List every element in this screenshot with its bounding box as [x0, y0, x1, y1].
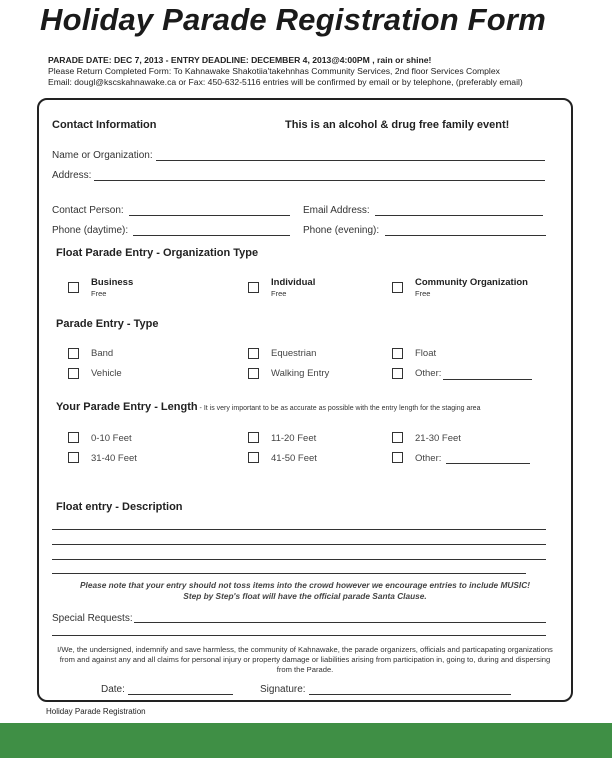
phone-evening-field[interactable]	[385, 235, 546, 236]
entry-other-label: Other:	[415, 368, 442, 379]
form-card	[37, 98, 573, 702]
individual-label: Individual	[271, 277, 316, 288]
santa-note: Step by Step's float will have the official parade Santa Clause.	[183, 591, 427, 601]
length-heading-text: Your Parade Entry - Length	[56, 401, 198, 413]
vehicle-checkbox[interactable]	[68, 368, 79, 379]
business-checkbox[interactable]	[68, 282, 79, 293]
email-field[interactable]	[375, 215, 543, 216]
special-requests-line-2[interactable]	[52, 635, 546, 636]
phone-evening-label: Phone (evening):	[303, 225, 380, 236]
float-label: Float	[415, 348, 437, 359]
length-31-40-label: 31-40 Feet	[91, 453, 137, 464]
contact-email-line: Email: dougl@kscskahnawake.ca or Fax: 450-632-5116 entries will be confirmed by email or by telephone, (preferably email)	[48, 77, 523, 87]
entry-other-checkbox[interactable]	[392, 368, 403, 379]
description-line-3[interactable]	[52, 559, 546, 560]
length-other-checkbox[interactable]	[392, 452, 403, 463]
phone-day-field[interactable]	[133, 235, 290, 236]
length-11-20-checkbox[interactable]	[248, 432, 259, 443]
address-label: Address:	[52, 170, 92, 181]
length-other-field[interactable]	[446, 463, 530, 464]
description-line-2[interactable]	[52, 544, 546, 545]
form-title: Holiday Parade Registration Form	[40, 2, 546, 37]
community-org-free-label: Free	[415, 289, 431, 298]
length-31-40-checkbox[interactable]	[68, 452, 79, 463]
phone-day-label: Phone (daytime):	[52, 225, 129, 236]
email-label: Email Address:	[303, 205, 370, 216]
length-41-50-label: 41-50 Feet	[271, 453, 317, 464]
name-field[interactable]	[156, 160, 545, 161]
name-label: Name or Organization:	[52, 150, 153, 161]
entry-type-heading: Parade Entry - Type	[56, 318, 159, 330]
description-line-4[interactable]	[52, 573, 526, 574]
indemnity-text: I/We, the undersigned, indemnify and save harmless, the community of Kahnawake, the parade organizers, officials and particapating organizations from and against any and all claims for personal injury or property damage or liabilities arising from participation in, going to, during and dispersing from the Parade.	[57, 645, 553, 674]
contact-heading: Contact Information	[52, 119, 157, 131]
special-requests-field[interactable]	[134, 622, 546, 623]
alcohol-free-notice: This is an alcohol & drug free family event!	[285, 119, 510, 131]
address-field[interactable]	[94, 180, 545, 181]
walking-entry-label: Walking Entry	[271, 368, 330, 379]
individual-free-label: Free	[271, 289, 287, 298]
date-label: Date:	[101, 684, 125, 695]
vehicle-label: Vehicle	[91, 368, 122, 379]
signature-label: Signature:	[260, 684, 306, 695]
footer-text: Holiday Parade Registration	[46, 707, 146, 716]
org-type-heading: Float Parade Entry - Organization Type	[56, 247, 259, 259]
description-line-1[interactable]	[52, 529, 546, 530]
equestrian-checkbox[interactable]	[248, 348, 259, 359]
length-0-10-checkbox[interactable]	[68, 432, 79, 443]
band-checkbox[interactable]	[68, 348, 79, 359]
business-free-label: Free	[91, 289, 107, 298]
individual-checkbox[interactable]	[248, 282, 259, 293]
contact-person-field[interactable]	[129, 215, 290, 216]
date-field[interactable]	[128, 694, 233, 695]
walking-entry-checkbox[interactable]	[248, 368, 259, 379]
length-41-50-checkbox[interactable]	[248, 452, 259, 463]
length-11-20-label: 11-20 Feet	[271, 433, 317, 444]
length-21-30-label: 21-30 Feet	[415, 433, 461, 444]
parade-date-line: PARADE DATE: DEC 7, 2013 - ENTRY DEADLINE: DECEMBER 4, 2013@4:00PM , rain or shine!	[48, 55, 432, 65]
length-0-10-label: 0-10 Feet	[91, 433, 132, 444]
entry-other-field[interactable]	[443, 379, 532, 380]
length-note: - It is very important to be as accurate as possible with the entry length for the staging area	[197, 405, 481, 412]
community-org-checkbox[interactable]	[392, 282, 403, 293]
length-heading	[56, 401, 480, 413]
signature-field[interactable]	[309, 694, 511, 695]
band-label: Band	[91, 348, 114, 359]
business-label: Business	[91, 277, 134, 288]
length-other-label: Other:	[415, 453, 442, 464]
float-checkbox[interactable]	[392, 348, 403, 359]
description-heading: Float entry - Description	[56, 501, 183, 513]
contact-person-label: Contact Person:	[52, 205, 124, 216]
community-org-label: Community Organization	[415, 277, 528, 288]
return-instructions-line: Please Return Completed Form: To Kahnawake Shakotiia'takehnhas Community Services, 2nd floor Services Complex	[48, 66, 500, 76]
footer-green-bar	[0, 723, 612, 758]
length-21-30-checkbox[interactable]	[392, 432, 403, 443]
equestrian-label: Equestrian	[271, 348, 317, 359]
music-note: Please note that your entry should not toss items into the crowd however we encourage entries to include MUSIC!	[80, 580, 530, 590]
special-requests-label: Special Requests:	[52, 613, 133, 624]
